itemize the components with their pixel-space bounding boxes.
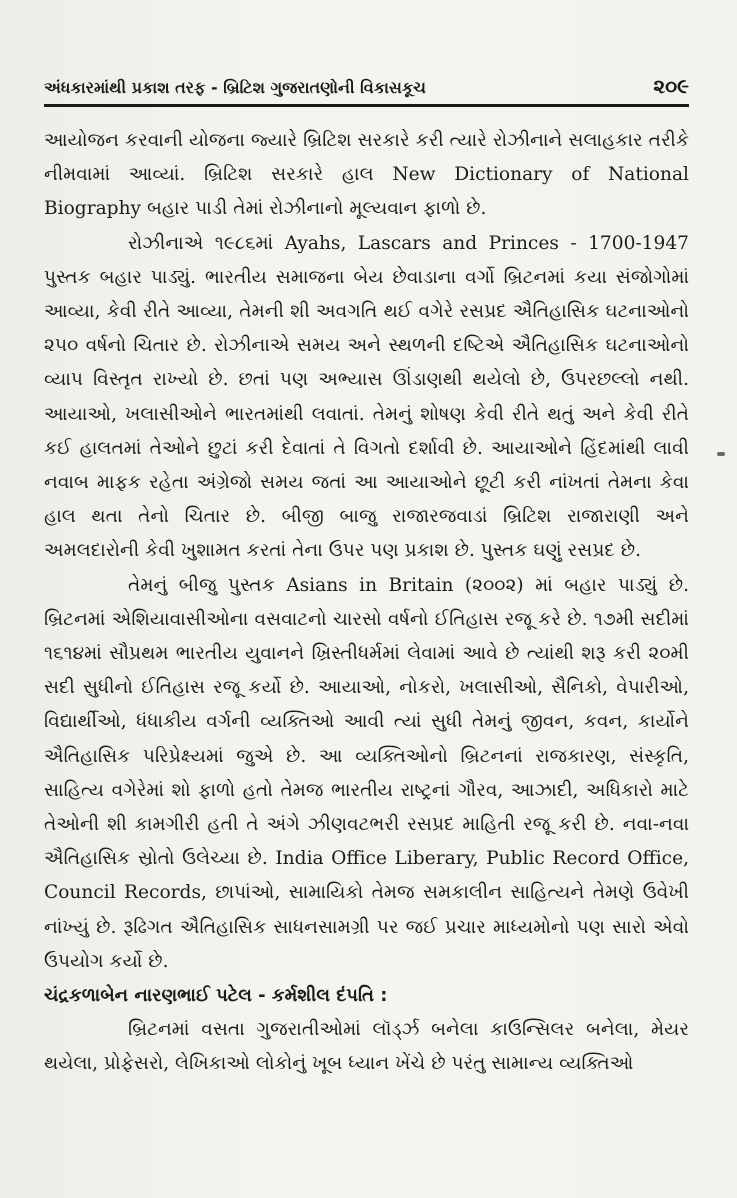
- paragraph-ayahs-book: રોઝીનાએ ૧૯૮૬માં Ayahs, Lascars and Princes - 1700-1947 પુસ્તક બહાર પાડ્યું. ભારતીય સમાજના બેય છેવાડાના વર્ગો બ્રિટનમાં કયા સંજોગોમાં આવ્યા, કેવી રીતે આવ્યા, તેમની શી અવગતિ થઈ વગેરે રસપ્રદ ઐતિહાસિક ઘટનાઓનો ૨૫૦ વર્ષનો ચિતાર છે. રોઝીનાએ સમય અને સ્થળની દષ્ટિએ ઐતિહાસિક ઘટનાઓનો વ્યાપ વિસ્તૃત રાખ્યો છે. છતાં પણ અભ્યાસ ઊંડાણથી થયેલો છે, ઉપરછલ્લો નથી. આયાઓ, ખલાસીઓને ભારતમાંથી લવાતાં. તેમનું શોષણ કેવી રીતે થતું અને કેવી રીતે કઈ હાલતમાં તેઓને છુટાં કરી દેવાતાં તે વિગતો દર્શાવી છે. આયાઓને હિંદમાંથી લાવી નવાબ માફક રહેતા અંગ્રેજો સમય જતાં આ આયાઓને છૂટી કરી નાંખતાં તેમના કેવા હાલ થતા તેનો ચિતાર છે. બીજી બાજુ રાજારજવાડાં બ્રિટિશ રાજારાણી અને અમલદારોની કેવી ખુશામત કરતાં તેના ઉપર પણ પ્રકાશ છે. પુસ્તક ઘણું રસપ્રદ છે.: [44, 232, 689, 562]
- margin-mark: [717, 452, 725, 456]
- running-header: [44, 74, 689, 98]
- header-rule: [44, 104, 689, 107]
- page-number: ૨૦૯: [653, 74, 689, 98]
- body-text: [44, 124, 689, 1082]
- paragraph-asians-in-britain: તેમનું બીજુ પુસ્તક Asians in Britain (૨૦૦૨) માં બહાર પાડ્યું છે. બ્રિટનમાં એશિયાવાસીઓના વસવાટનો ચારસો વર્ષનો ઈતિહાસ રજૂ કરે છે. ૧૭મી સદીમાં ૧૬૧૪માં સૌપ્રથમ ભારતીય યુવાનને ખ્રિસ્તીધર્મમાં લેવામાં આવે છે ત્યાંથી શરૂ કરી ૨૦મી સદી સુધીનો ઈતિહાસ રજૂ કર્યો છે. આયાઓ, નોકરો, ખલાસીઓ, સૈનિકો, વેપારીઓ, વિદ્યાર્થીઓ, ધંધાકીય વર્ગની વ્યક્તિઓ આવી ત્યાં સુધી તેમનું જીવન, કવન, કાર્યોને ઐતિહાસિક પરિપ્રેક્ષ્યમાં જુએ છે. આ વ્યક્તિઓનો બ્રિટનનાં રાજકારણ, સંસ્કૃતિ, સાહિત્ય વગેરેમાં શો ફાળો હતો તેમજ ભારતીય રાષ્ટ્રનાં ગૌરવ, આઝાદી, અધિકારો માટે તેઓની શી કામગીરી હતી તે અંગે ઝીણવટભરી રસપ્રદ માહિતી રજૂ કરી છે. નવા-નવા ઐતિહાસિક સ્રોતો ઉલેચ્યા છે. India Office Liberary, Public Record Office, Council Records, છાપાંઓ, સામાયિકો તેમજ સમકાલીન સાહિત્યને તેમણે ઉવેખી નાંખ્યું છે. રૂઢિગત ઐતિહાસિક સાધનસામગ્રી પર જઈ પ્રચાર માધ્યમોનો પણ સારો એવો ઉપયોગ કર્યો છે.: [44, 574, 689, 972]
- paragraph-continued: આયોજન કરવાની યોજના જ્યારે બ્રિટિશ સરકારે કરી ત્યારે રોઝીનાને સલાહકાર તરીકે નીમવામાં આવ્યાં. બ્રિટિશ સરકારે હાલ New Dictionary of National Biography બહાર પાડી તેમાં રોઝીનાનો મૂલ્યવાન ફાળો છે.: [44, 130, 689, 220]
- paragraph-final: બ્રિટનમાં વસતા ગુજરાતીઓમાં લૉર્ડ્ઝ બનેલા કાઉન્સિલર બનેલા, મેયર થયેલા, પ્રોફેસરો, લેખિકાઓ લોકોનું ખૂબ ધ્યાન ખેંચે છે પરંતુ સામાન્ય વ્યક્તિઓ: [44, 1019, 689, 1075]
- running-title: અંધકારમાંથી પ્રકાશ તરફ - બ્રિટિશ ગુજરાતણોની વિકાસકૂચ: [44, 78, 426, 97]
- section-heading: ચંદ્રકળાબેન નારણભાઈ પટેલ - કર્મશીલ દંપતિ :: [44, 985, 388, 1007]
